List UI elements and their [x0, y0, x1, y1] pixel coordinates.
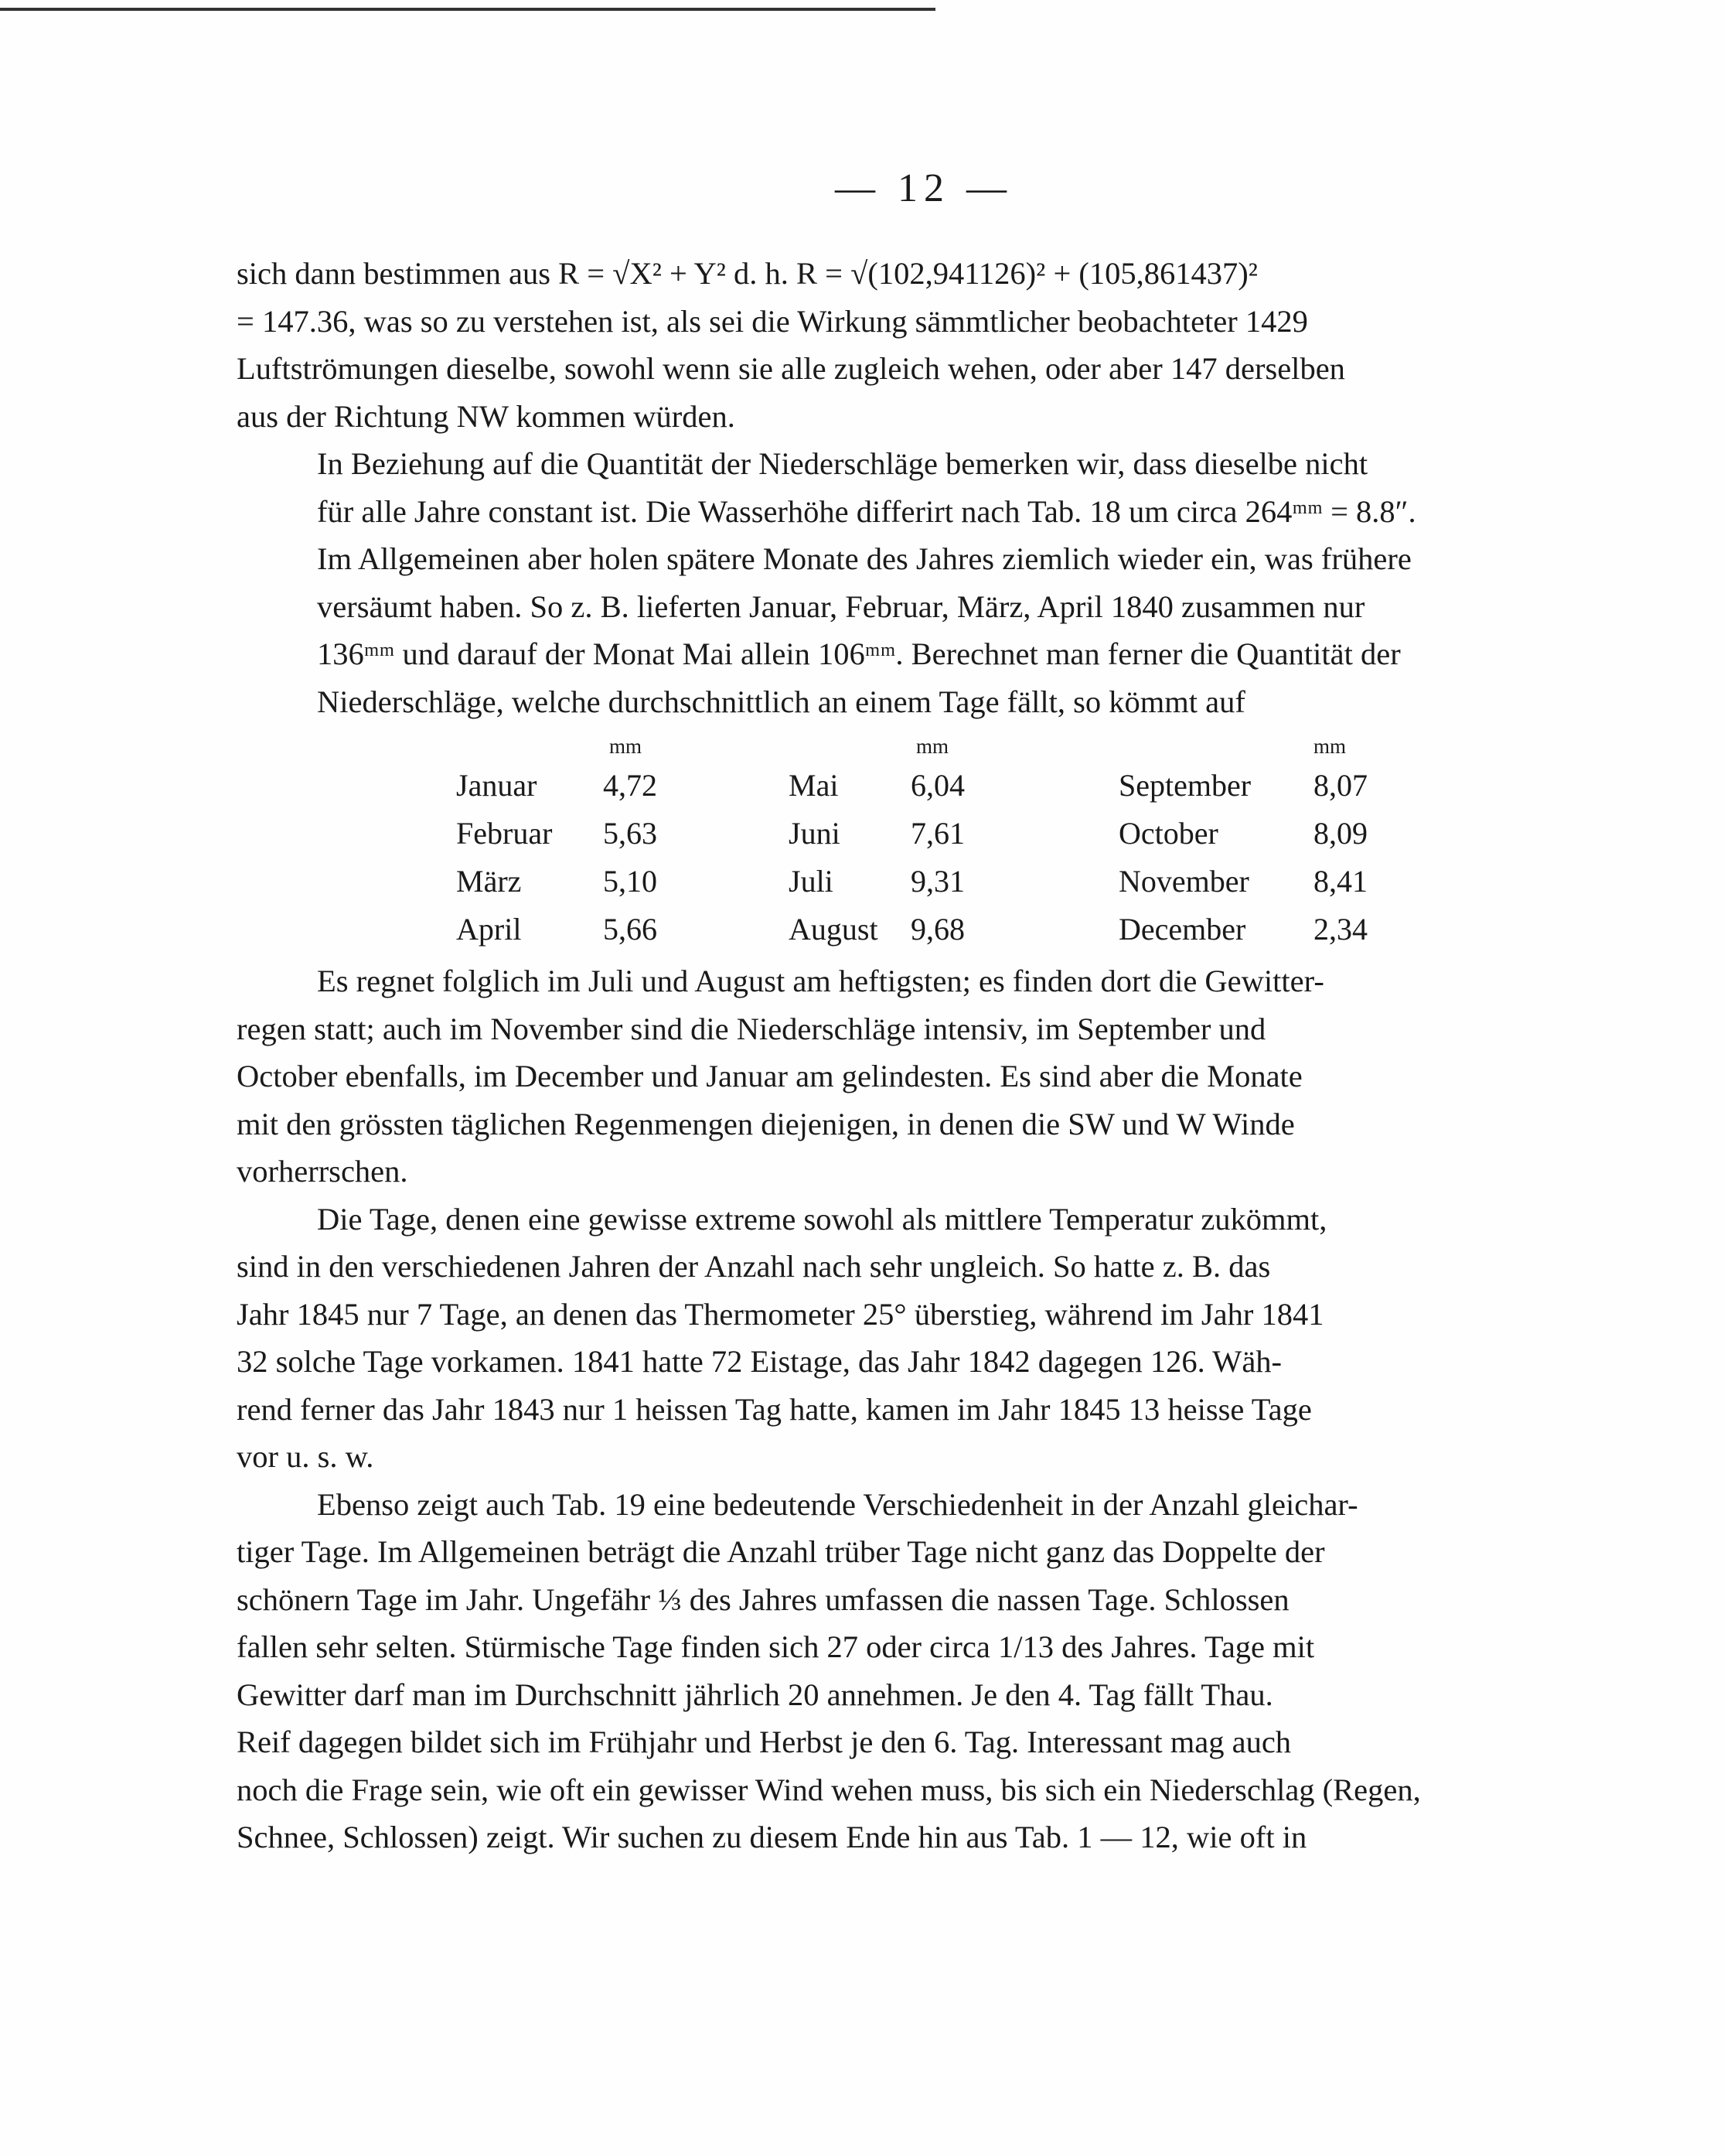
month-value: 8,09 [1313, 816, 1368, 851]
paragraph-4-line-1: Die Tage, denen eine gewisse extreme sowohl als mittlere Temperatur zukömmt, [317, 1201, 1327, 1237]
paragraph-2-line-6: Niederschläge, welche durchschnittlich an einem Tage fällt, so kömmt auf [317, 684, 1245, 719]
paragraph-2-line-2: für alle Jahre constant ist. Die Wasserhöhe differirt nach Tab. 18 um circa 264ᵐᵐ = 8.8″. [317, 493, 1416, 529]
paragraph-3 [237, 957, 1610, 1196]
month-value: 5,66 [603, 912, 657, 947]
paragraph-5-line-1: Ebenso zeigt auch Tab. 19 eine bedeutende Verschiedenheit in der Anzahl gleichar- [317, 1486, 1358, 1522]
paragraph-5-line-7: noch die Frage sein, wie oft ein gewisser Wind wehen muss, bis sich ein Niederschlag (Regen, [237, 1772, 1421, 1807]
month-value: 6,04 [911, 768, 965, 803]
paragraph-5 [237, 1481, 1610, 1861]
paragraph-2-line-4: versäumt haben. So z. B. lieferten Januar, Februar, März, April 1840 zusammen nur [317, 588, 1365, 624]
month-name: December [1119, 912, 1246, 947]
month-value: 2,34 [1313, 912, 1368, 947]
paragraph-5-line-5: Gewitter darf man im Durchschnitt jährlich 20 annehmen. Je den 4. Tag fällt Thau. [237, 1677, 1273, 1712]
paragraph-4-line-5: rend ferner das Jahr 1843 nur 1 heissen Tag hatte, kamen im Jahr 1845 13 heisse Tage [237, 1391, 1312, 1427]
text-block-upper [237, 250, 1610, 725]
unit-label: mm [916, 735, 949, 758]
paragraph-1-line-3: Luftströmungen dieselbe, sowohl wenn sie alle zugleich wehen, oder aber 147 derselben [237, 351, 1345, 386]
paragraph-3-line-1: Es regnet folglich im Juli und August am heftigsten; es finden dort die Gewitter- [317, 964, 1324, 998]
precipitation-table [456, 735, 1399, 947]
month-name: Juni [789, 816, 840, 851]
paragraph-3-line-3: October ebenfalls, im December und Januar am gelindesten. Es sind aber die Monate [237, 1059, 1303, 1093]
paragraph-3-line-5: vorherrschen. [237, 1154, 408, 1189]
month-value: 9,31 [911, 864, 965, 899]
paragraph-5-line-3: schönern Tage im Jahr. Ungefähr ⅓ des Jahres umfassen die nassen Tage. Schlossen [237, 1581, 1290, 1617]
paragraph-4-line-6: vor u. s. w. [237, 1439, 374, 1474]
month-name: Mai [789, 768, 839, 803]
month-value: 5,10 [603, 864, 657, 899]
paragraph-4 [237, 1196, 1610, 1481]
paragraph-5-line-2: tiger Tage. Im Allgemeinen beträgt die Anzahl trüber Tage nicht ganz das Doppelte der [237, 1534, 1325, 1569]
month-value: 4,72 [603, 768, 657, 803]
paragraph-3-line-2: regen statt; auch im November sind die Niederschläge intensiv, im September und [237, 1011, 1266, 1046]
month-value: 5,63 [603, 816, 657, 851]
paragraph-1 [237, 250, 1610, 440]
month-value: 8,07 [1313, 768, 1368, 803]
paragraph-4-line-3: Jahr 1845 nur 7 Tage, an denen das Thermometer 25° überstieg, während im Jahr 1841 [237, 1296, 1324, 1332]
month-name: Juli [789, 864, 833, 899]
month-name: Januar [456, 768, 537, 803]
paragraph-2 [237, 440, 1610, 725]
paragraph-4-line-2: sind in den verschiedenen Jahren der Anzahl nach sehr ungleich. So hatte z. B. das [237, 1249, 1271, 1284]
paragraph-3-line-4: mit den grössten täglichen Regenmengen diejenigen, in denen die SW und W Winde [237, 1106, 1295, 1141]
month-value: 9,68 [911, 912, 965, 947]
paragraph-4-line-4: 32 solche Tage vorkamen. 1841 hatte 72 Eistage, das Jahr 1842 dagegen 126. Wäh- [237, 1344, 1283, 1379]
unit-label: mm [609, 735, 642, 758]
top-rule [0, 8, 935, 11]
month-name: August [789, 912, 878, 947]
page-number: — 12 — [835, 166, 1013, 210]
month-value: 8,41 [1313, 864, 1368, 899]
paragraph-1-line-2: = 147.36, was so zu verstehen ist, als sei die Wirkung sämmtlicher beobachteter 1429 [237, 303, 1308, 339]
paragraph-2-line-5: 136ᵐᵐ und darauf der Monat Mai allein 106ᵐᵐ. Berechnet man ferner die Quantität der [317, 636, 1401, 671]
paragraph-5-line-4: fallen sehr selten. Stürmische Tage finden sich 27 oder circa 1/13 des Jahres. Tage mit [237, 1629, 1315, 1664]
month-name: November [1119, 864, 1249, 899]
paragraph-1-line-1: sich dann bestimmen aus R = √X² + Y² d. h. R = √(102,941126)² + (105,861437)² [237, 256, 1258, 291]
month-name: October [1119, 816, 1218, 851]
paragraph-2-line-1: In Beziehung auf die Quantität der Niederschläge bemerken wir, dass dieselbe nicht [317, 446, 1368, 481]
month-name: März [456, 864, 522, 899]
paragraph-5-line-8: Schnee, Schlossen) zeigt. Wir suchen zu diesem Ende hin aus Tab. 1 — 12, wie oft in [237, 1820, 1307, 1854]
month-name: Februar [456, 816, 553, 851]
paragraph-5-line-6: Reif dagegen bildet sich im Frühjahr und Herbst je den 6. Tag. Interessant mag auch [237, 1724, 1292, 1759]
unit-label: mm [1313, 735, 1347, 758]
paragraph-1-line-4: aus der Richtung NW kommen würden. [237, 398, 735, 434]
text-block-lower [237, 957, 1610, 1861]
month-name: April [456, 912, 522, 947]
month-name: September [1119, 768, 1252, 803]
paragraph-2-line-3: Im Allgemeinen aber holen spätere Monate des Jahres ziemlich wieder ein, was frühere [317, 541, 1412, 576]
month-value: 7,61 [911, 816, 965, 851]
